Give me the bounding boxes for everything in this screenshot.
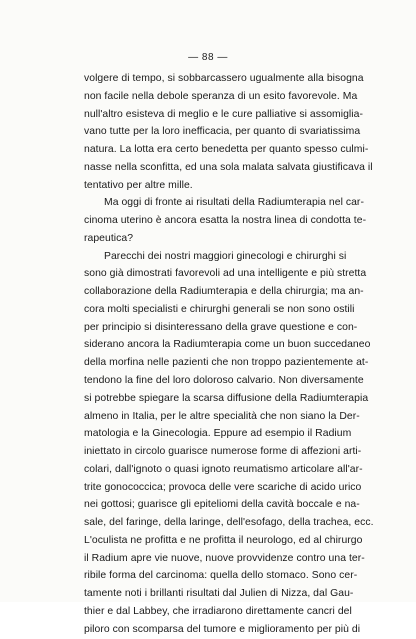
text-line: colari, dall'ignoto o quasi ignoto reumatismo articolare all'ar- (84, 463, 363, 475)
text-line: iniettato in circolo guarisce numerose forme di affezioni arti- (84, 446, 362, 458)
text-line: per principio si disinteressano della grave questione e con- (84, 321, 358, 333)
text-line: siderano ancora la Radiumterapia come un buon succedaneo (84, 339, 371, 351)
text-line: sono già dimostrati favorevoli ad una intelligente e più stretta (84, 268, 367, 280)
text-line: nasse nella sconfitta, ed una sola malata salvata giustificava il (84, 161, 373, 173)
text-line: almeno in Italia, per le altre specialità che non siano la Der- (84, 410, 360, 422)
page-number: — 88 — (188, 52, 228, 63)
text-line: L'oculista ne profitta e ne profitta il neurologo, ed al chirurgo (84, 534, 363, 546)
text-line: cinoma uterino è ancora esatta la nostra linea di condotta te- (84, 215, 367, 227)
text-line: ribile forma del carcinoma: quella dello stomaco. Sono cer- (84, 570, 358, 582)
text-line: della morfina nelle pazienti che non troppo pazientemente at- (84, 357, 369, 369)
text-line: thier e dal Labbey, che irradiarono direttamente cancri del (84, 605, 352, 617)
text-line: tentativo per altre mille. (84, 179, 193, 191)
text-line: nei gottosi; guarisce gli epiteliomi della cavità boccale e na- (84, 499, 360, 511)
body-text (84, 70, 374, 639)
text-line: vano tutte per la loro inefficacia, per quanto di svariatissima (84, 126, 361, 138)
text-line: si potrebbe spiegare la scarsa diffusione della Radiumterapia (84, 392, 369, 404)
text-line: tendono la fine del loro doloroso calvario. Non diversamente (84, 375, 364, 387)
text-line: rapeutica? (84, 232, 134, 244)
text-line: sale, del faringe, della laringe, dell'esofago, della trachea, ecc. (84, 517, 374, 529)
text-line: non facile nella debole speranza di un esito favorevole. Ma (84, 90, 358, 102)
text-line: cora molti specialisti e chirurghi generali se non sono ostili (84, 303, 355, 315)
text-line: Ma oggi di fronte ai risultati della Radiumterapia nel car- (104, 197, 364, 209)
text-line: null'altro esisteva di meglio e le cure palliative si assomiglia- (84, 108, 363, 120)
text-line: trite gonococcica; provoca delle vere scariche di acido urico (84, 481, 362, 493)
text-line: il Radium apre vie nuove, nuove provvidenze contro una ter- (84, 552, 365, 564)
text-line: tamente noti i brillanti risultati dal Julien di Nizza, dal Gau- (84, 588, 354, 600)
text-line: matologia e la Ginecologia. Eppure ad esempio il Radium (84, 428, 352, 440)
text-line: volgere di tempo, si sobbarcassero ugualmente alla bisogna (84, 73, 364, 84)
text-line: Parecchi dei nostri maggiori ginecologi e chirurghi si (104, 250, 347, 262)
text-line: collaborazione della Radiumterapia e della chirurgia; ma an- (84, 286, 364, 298)
text-line: piloro con scomparsa del tumore e miglioramento per più di (84, 623, 361, 635)
text-line: natura. La lotta era certo benedetta per quanto spesso culmi- (84, 144, 369, 156)
